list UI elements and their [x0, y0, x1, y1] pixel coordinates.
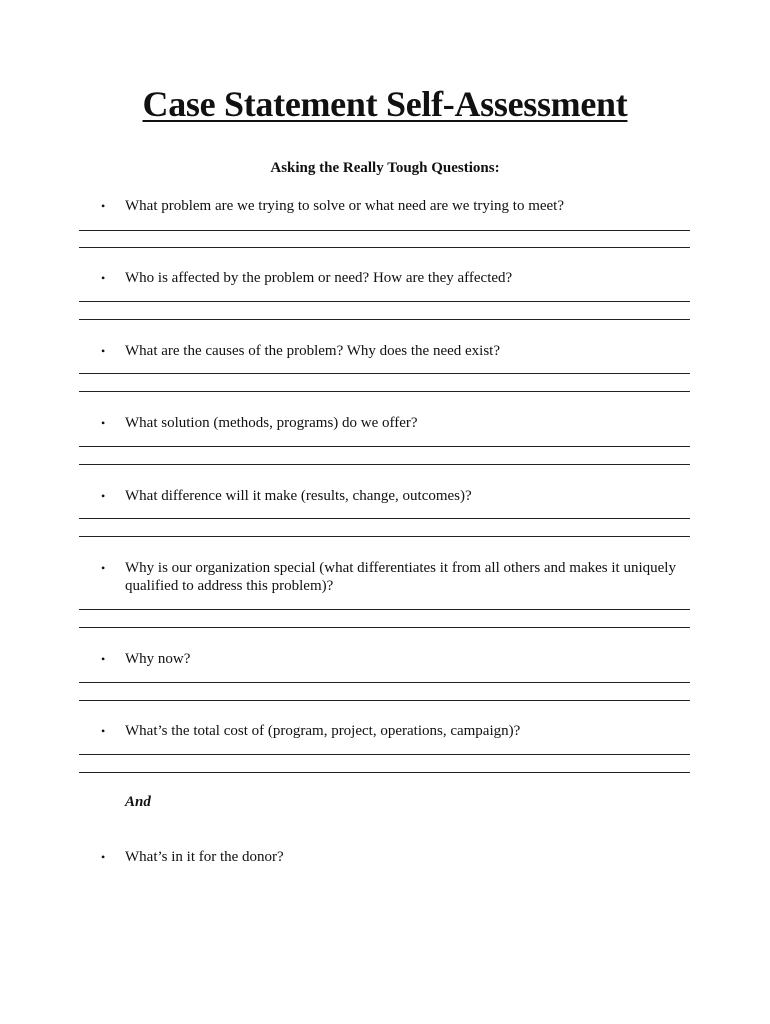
answer-line-1a [79, 230, 690, 231]
bullet-icon: • [101, 561, 106, 575]
answer-line-5b [79, 536, 690, 537]
question-2: Who is affected by the problem or need? How are they affected? [125, 270, 513, 286]
bullet-icon: • [101, 489, 106, 503]
question-8: What’s the total cost of (program, project, operations, campaign)? [125, 723, 521, 739]
answer-line-6a [79, 609, 690, 610]
bullet-icon: • [101, 850, 106, 864]
answer-line-3a [79, 373, 690, 374]
question-5: What difference will it make (results, change, outcomes)? [125, 488, 472, 504]
question-3: What are the causes of the problem? Why does the need exist? [125, 343, 500, 359]
bullet-icon: • [101, 199, 106, 213]
answer-line-4b [79, 464, 690, 465]
answer-line-1b [79, 247, 690, 248]
answer-line-6b [79, 627, 690, 628]
bullet-icon: • [101, 416, 106, 430]
document-subtitle: Asking the Really Tough Questions: [270, 160, 500, 176]
question-7: Why now? [125, 651, 191, 667]
answer-line-8a [79, 754, 690, 755]
answer-line-2a [79, 301, 690, 302]
answer-line-2b [79, 319, 690, 320]
question-6: Why is our organization special (what differentiates it from all others and makes it uniquely qualified to address this problem)? [125, 560, 676, 594]
answer-line-7b [79, 700, 690, 701]
question-4: What solution (methods, programs) do we offer? [125, 415, 418, 431]
answer-line-8b [79, 772, 690, 773]
answer-line-5a [79, 518, 690, 519]
final-question: What’s in it for the donor? [125, 849, 284, 865]
bullet-icon: • [101, 344, 106, 358]
answer-line-7a [79, 682, 690, 683]
and-label: And [125, 794, 151, 810]
answer-line-3b [79, 391, 690, 392]
question-1: What problem are we trying to solve or what need are we trying to meet? [125, 198, 565, 214]
bullet-icon: • [101, 724, 106, 738]
bullet-icon: • [101, 271, 106, 285]
document-title: Case Statement Self-Assessment [142, 84, 628, 124]
bullet-icon: • [101, 652, 106, 666]
answer-line-4a [79, 446, 690, 447]
